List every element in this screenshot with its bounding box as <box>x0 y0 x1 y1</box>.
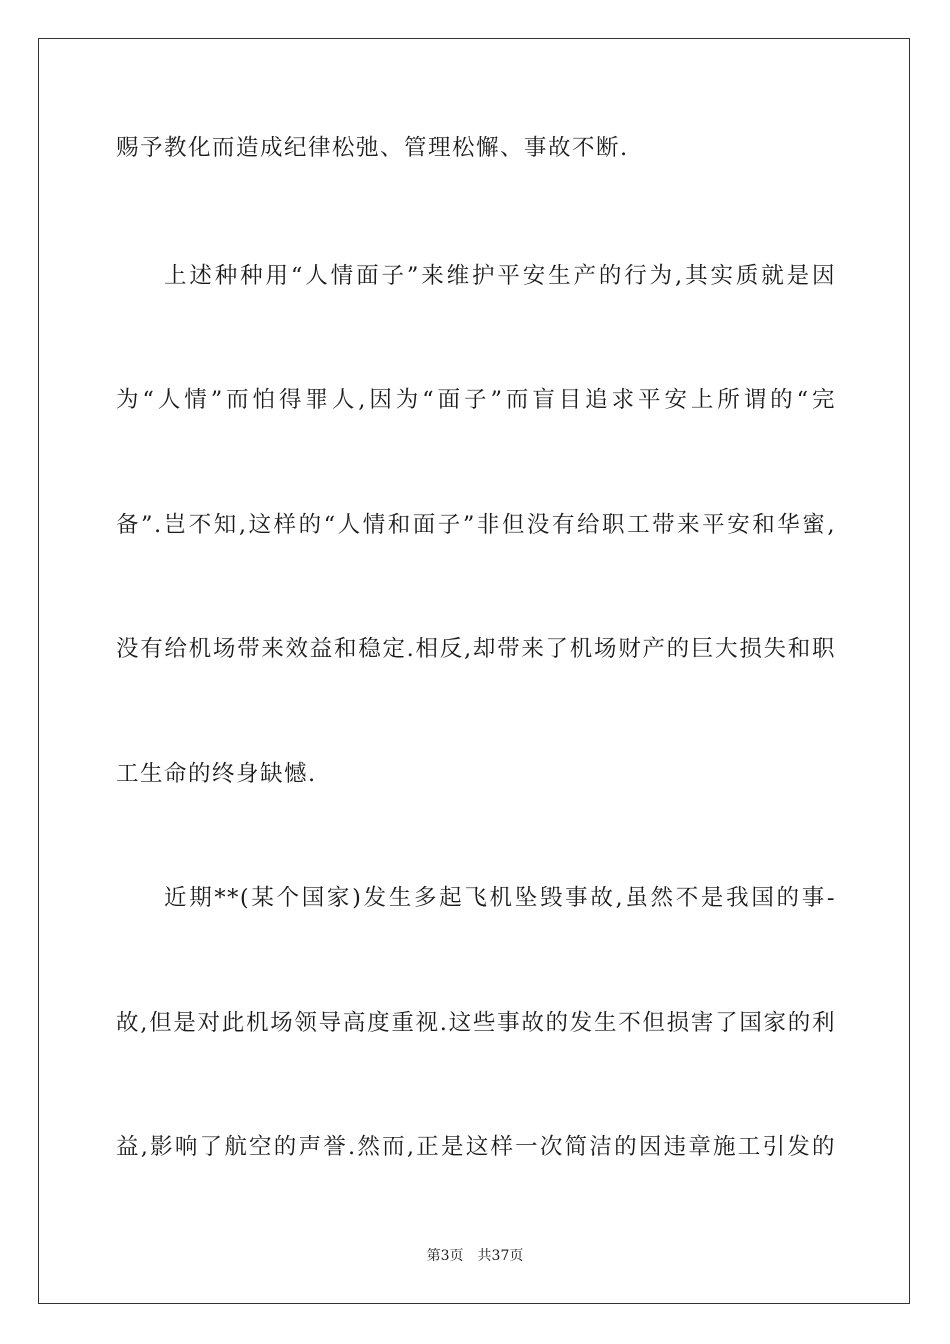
total-pages: 共37页 <box>477 1248 524 1264</box>
text-line: 工生命的终身缺憾. <box>116 761 317 787</box>
text-line: 赐予教化而造成纪律松弛、管理松懈、事故不断. <box>116 135 629 161</box>
text-line: 益,影响了航空的声誉.然而,正是这样一次简洁的因违章施工引发的 <box>116 1134 836 1160</box>
page-border <box>38 38 910 1304</box>
paragraph-first-line: 近期**(某个国家)发生多起飞机坠毁事故,虽然不是我国的事- <box>164 885 836 911</box>
paragraph-first-line: 上述种种用“人情面子”来维护平安生产的行为,其实质就是因 <box>164 263 836 289</box>
text-line: 故,但是对此机场领导高度重视.这些事故的发生不但损害了国家的利 <box>116 1010 836 1036</box>
page-number: 第3页 <box>426 1248 464 1264</box>
text-line: 没有给机场带来效益和稳定.相反,却带来了机场财产的巨大损失和职 <box>116 636 836 662</box>
text-line: 为“人情”而怕得罪人,因为“面子”而盲目追求平安上所谓的“完 <box>116 387 836 413</box>
page-footer <box>0 1246 950 1266</box>
text-line: 备”.岂不知,这样的“人情和面子”非但没有给职工带来平安和华蜜, <box>116 512 836 538</box>
